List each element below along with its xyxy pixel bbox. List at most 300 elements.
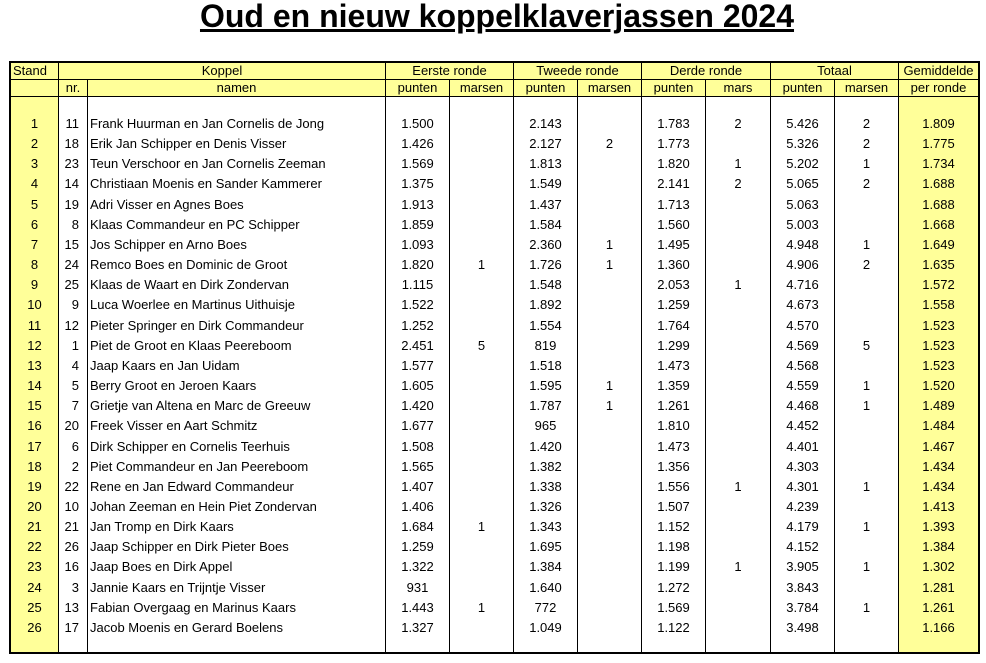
cell-namen: Jan Tromp en Dirk Kaars <box>88 517 386 537</box>
cell-r1-marsen <box>450 477 514 497</box>
table-row <box>11 275 978 295</box>
cell-gemiddelde: 1.393 <box>899 517 978 537</box>
cell-r2-punten: 1.584 <box>514 215 578 235</box>
cell-stand: 16 <box>11 416 59 436</box>
cell-stand: 19 <box>11 477 59 497</box>
cell-r3-mars <box>706 416 771 436</box>
cell-r3-punten: 1.299 <box>642 336 706 356</box>
header-gemiddelde: Gemiddelde <box>899 63 978 80</box>
cell-r3-punten <box>642 97 706 114</box>
cell-stand: 6 <box>11 215 59 235</box>
header-stand: Stand <box>11 63 59 80</box>
cell-totaal-marsen <box>835 215 899 235</box>
cell-gemiddelde: 1.384 <box>899 537 978 557</box>
cell-nr: 15 <box>59 235 88 255</box>
cell-r3-mars <box>706 598 771 618</box>
cell-totaal-marsen <box>835 97 899 114</box>
cell-r3-mars <box>706 618 771 638</box>
table-row <box>11 336 978 356</box>
cell-r1-punten: 931 <box>386 578 450 598</box>
cell-totaal-punten: 4.570 <box>771 316 835 336</box>
cell-gemiddelde: 1.523 <box>899 316 978 336</box>
cell-totaal-marsen <box>835 275 899 295</box>
cell-nr: 11 <box>59 114 88 134</box>
cell-r3-mars: 2 <box>706 174 771 194</box>
cell-r1-punten: 1.407 <box>386 477 450 497</box>
cell-gemiddelde: 1.572 <box>899 275 978 295</box>
cell-r1-marsen <box>450 275 514 295</box>
cell-stand: 18 <box>11 457 59 477</box>
cell-gemiddelde: 1.649 <box>899 235 978 255</box>
cell-r1-marsen <box>450 537 514 557</box>
cell-r2-punten: 2.143 <box>514 114 578 134</box>
cell-r1-punten: 1.327 <box>386 618 450 638</box>
cell-stand: 22 <box>11 537 59 557</box>
cell-r2-punten: 1.326 <box>514 497 578 517</box>
cell-totaal-marsen: 2 <box>835 134 899 154</box>
cell-namen: Berry Groot en Jeroen Kaars <box>88 376 386 396</box>
cell-r3-punten: 2.141 <box>642 174 706 194</box>
cell-r3-mars: 2 <box>706 114 771 134</box>
cell-r3-punten: 1.473 <box>642 437 706 457</box>
header-totaal: Totaal <box>771 63 899 80</box>
header-r3-punten: punten <box>642 80 706 97</box>
cell-r2-punten: 1.420 <box>514 437 578 457</box>
cell-totaal-marsen: 1 <box>835 154 899 174</box>
cell-r1-marsen <box>450 437 514 457</box>
cell-r2-marsen <box>578 437 642 457</box>
cell-r1-marsen <box>450 618 514 638</box>
cell-r2-marsen: 1 <box>578 396 642 416</box>
cell-r1-punten: 1.259 <box>386 537 450 557</box>
cell-r3-mars <box>706 457 771 477</box>
table-row <box>11 618 978 638</box>
cell-r3-mars <box>706 497 771 517</box>
cell-totaal-punten: 4.452 <box>771 416 835 436</box>
cell-r3-mars: 1 <box>706 154 771 174</box>
cell-nr: 2 <box>59 457 88 477</box>
cell-stand: 26 <box>11 618 59 638</box>
cell-totaal-punten: 3.498 <box>771 618 835 638</box>
cell-namen: Pieter Springer en Dirk Commandeur <box>88 316 386 336</box>
cell-r2-marsen <box>578 578 642 598</box>
cell-namen: Piet de Groot en Klaas Peereboom <box>88 336 386 356</box>
cell-totaal-marsen <box>835 295 899 315</box>
cell-r1-punten: 1.420 <box>386 396 450 416</box>
table-row <box>11 537 978 557</box>
cell-r1-marsen: 5 <box>450 336 514 356</box>
cell-gemiddelde: 1.413 <box>899 497 978 517</box>
cell-r1-punten: 1.093 <box>386 235 450 255</box>
cell-r3-mars <box>706 537 771 557</box>
table-row <box>11 457 978 477</box>
cell-stand: 7 <box>11 235 59 255</box>
cell-stand: 9 <box>11 275 59 295</box>
table-row <box>11 517 978 537</box>
cell-r1-marsen <box>450 215 514 235</box>
cell-r2-marsen: 1 <box>578 255 642 275</box>
cell-totaal-marsen <box>835 195 899 215</box>
table-row <box>11 598 978 618</box>
table-row <box>11 235 978 255</box>
cell-totaal-punten: 4.568 <box>771 356 835 376</box>
cell-r1-punten <box>386 97 450 114</box>
cell-totaal-marsen: 1 <box>835 477 899 497</box>
cell-r2-punten: 1.892 <box>514 295 578 315</box>
cell-r3-mars <box>706 134 771 154</box>
cell-r1-punten: 1.565 <box>386 457 450 477</box>
header-eerste-ronde: Eerste ronde <box>386 63 514 80</box>
cell-nr: 7 <box>59 396 88 416</box>
cell-namen: Jannie Kaars en Trijntje Visser <box>88 578 386 598</box>
cell-totaal-marsen: 1 <box>835 517 899 537</box>
cell-gemiddelde: 1.523 <box>899 336 978 356</box>
cell-r3-mars <box>706 235 771 255</box>
cell-r2-punten: 1.695 <box>514 537 578 557</box>
cell-stand: 13 <box>11 356 59 376</box>
cell-r3-punten: 1.259 <box>642 295 706 315</box>
cell-r3-mars <box>706 336 771 356</box>
cell-namen: Grietje van Altena en Marc de Greeuw <box>88 396 386 416</box>
cell-totaal-punten: 5.326 <box>771 134 835 154</box>
cell-r3-punten: 1.473 <box>642 356 706 376</box>
cell-stand: 12 <box>11 336 59 356</box>
cell-r2-punten: 1.437 <box>514 195 578 215</box>
table-row <box>11 578 978 598</box>
cell-r2-marsen <box>578 316 642 336</box>
cell-r2-marsen <box>578 174 642 194</box>
cell-nr: 4 <box>59 356 88 376</box>
cell-r2-marsen <box>578 114 642 134</box>
cell-r3-mars <box>706 255 771 275</box>
cell-r2-punten: 2.360 <box>514 235 578 255</box>
cell-namen: Klaas de Waart en Dirk Zondervan <box>88 275 386 295</box>
table-row <box>11 195 978 215</box>
header-r3-mars: mars <box>706 80 771 97</box>
header-totaal-marsen: marsen <box>835 80 899 97</box>
table-row <box>11 497 978 517</box>
cell-r2-marsen <box>578 336 642 356</box>
cell-stand: 25 <box>11 598 59 618</box>
cell-namen: Freek Visser en Aart Schmitz <box>88 416 386 436</box>
table-row <box>11 114 978 134</box>
cell-r3-punten: 1.272 <box>642 578 706 598</box>
cell-totaal-marsen: 1 <box>835 376 899 396</box>
cell-nr: 19 <box>59 195 88 215</box>
cell-r2-marsen <box>578 195 642 215</box>
cell-nr: 8 <box>59 215 88 235</box>
cell-r1-marsen: 1 <box>450 517 514 537</box>
cell-namen: Klaas Commandeur en PC Schipper <box>88 215 386 235</box>
header-nr: nr. <box>59 80 88 97</box>
cell-r2-punten: 819 <box>514 336 578 356</box>
cell-r1-marsen <box>450 97 514 114</box>
cell-namen: Fabian Overgaag en Marinus Kaars <box>88 598 386 618</box>
cell-totaal-punten: 4.401 <box>771 437 835 457</box>
cell-nr <box>59 638 88 652</box>
cell-r1-marsen <box>450 396 514 416</box>
cell-r2-punten: 1.518 <box>514 356 578 376</box>
cell-r1-punten: 1.115 <box>386 275 450 295</box>
cell-totaal-marsen <box>835 537 899 557</box>
cell-r3-punten: 1.560 <box>642 215 706 235</box>
cell-r2-marsen <box>578 215 642 235</box>
cell-r3-punten <box>642 638 706 652</box>
cell-nr: 21 <box>59 517 88 537</box>
cell-totaal-marsen: 1 <box>835 235 899 255</box>
cell-r2-marsen <box>578 275 642 295</box>
cell-nr: 26 <box>59 537 88 557</box>
cell-totaal-punten: 4.906 <box>771 255 835 275</box>
cell-r1-punten: 1.252 <box>386 316 450 336</box>
cell-r1-punten: 1.500 <box>386 114 450 134</box>
cell-r1-punten: 1.684 <box>386 517 450 537</box>
cell-r3-punten: 1.810 <box>642 416 706 436</box>
table-row <box>11 416 978 436</box>
cell-r1-punten: 1.375 <box>386 174 450 194</box>
cell-totaal-punten: 5.426 <box>771 114 835 134</box>
cell-gemiddelde: 1.484 <box>899 416 978 436</box>
cell-r2-marsen <box>578 517 642 537</box>
cell-r3-mars <box>706 638 771 652</box>
cell-totaal-marsen <box>835 638 899 652</box>
cell-gemiddelde: 1.775 <box>899 134 978 154</box>
cell-stand: 11 <box>11 316 59 336</box>
cell-r2-marsen <box>578 457 642 477</box>
cell-r3-punten: 1.495 <box>642 235 706 255</box>
cell-r3-mars <box>706 295 771 315</box>
cell-nr: 1 <box>59 336 88 356</box>
cell-r2-marsen <box>578 638 642 652</box>
cell-totaal-marsen: 1 <box>835 396 899 416</box>
cell-r3-mars <box>706 376 771 396</box>
cell-r3-punten: 1.356 <box>642 457 706 477</box>
cell-namen: Erik Jan Schipper en Denis Visser <box>88 134 386 154</box>
cell-r1-marsen <box>450 195 514 215</box>
cell-r2-punten: 1.726 <box>514 255 578 275</box>
cell-gemiddelde: 1.166 <box>899 618 978 638</box>
cell-r2-punten: 1.640 <box>514 578 578 598</box>
table-header-row-groups <box>11 63 978 80</box>
cell-r1-marsen <box>450 578 514 598</box>
cell-totaal-punten: 4.559 <box>771 376 835 396</box>
cell-r2-marsen <box>578 97 642 114</box>
cell-r2-punten: 1.384 <box>514 557 578 577</box>
cell-r1-marsen: 1 <box>450 255 514 275</box>
cell-r2-punten <box>514 638 578 652</box>
spacer-row <box>11 638 978 652</box>
cell-namen: Remco Boes en Dominic de Groot <box>88 255 386 275</box>
cell-r1-marsen <box>450 154 514 174</box>
cell-gemiddelde <box>899 97 978 114</box>
cell-r1-punten: 1.406 <box>386 497 450 517</box>
cell-stand: 20 <box>11 497 59 517</box>
cell-r2-marsen <box>578 356 642 376</box>
cell-r1-marsen <box>450 356 514 376</box>
cell-r1-marsen <box>450 174 514 194</box>
cell-nr: 25 <box>59 275 88 295</box>
cell-r3-punten: 1.360 <box>642 255 706 275</box>
cell-stand: 23 <box>11 557 59 577</box>
cell-stand <box>11 638 59 652</box>
cell-gemiddelde: 1.809 <box>899 114 978 134</box>
table-row <box>11 174 978 194</box>
cell-r1-marsen <box>450 316 514 336</box>
cell-totaal-marsen <box>835 578 899 598</box>
cell-r1-punten: 1.508 <box>386 437 450 457</box>
cell-r2-punten: 772 <box>514 598 578 618</box>
cell-namen: Jaap Schipper en Dirk Pieter Boes <box>88 537 386 557</box>
cell-stand: 3 <box>11 154 59 174</box>
cell-r3-mars <box>706 316 771 336</box>
cell-totaal-marsen: 5 <box>835 336 899 356</box>
cell-nr: 5 <box>59 376 88 396</box>
cell-gemiddelde: 1.281 <box>899 578 978 598</box>
cell-r1-punten: 1.426 <box>386 134 450 154</box>
cell-gemiddelde: 1.688 <box>899 195 978 215</box>
cell-totaal-punten: 4.948 <box>771 235 835 255</box>
cell-r3-punten: 1.773 <box>642 134 706 154</box>
cell-gemiddelde: 1.635 <box>899 255 978 275</box>
cell-stand <box>11 97 59 114</box>
cell-r1-punten: 1.569 <box>386 154 450 174</box>
cell-gemiddelde: 1.302 <box>899 557 978 577</box>
cell-gemiddelde: 1.668 <box>899 215 978 235</box>
cell-namen: Christiaan Moenis en Sander Kammerer <box>88 174 386 194</box>
table-row <box>11 356 978 376</box>
cell-namen: Jaap Boes en Dirk Appel <box>88 557 386 577</box>
cell-stand: 14 <box>11 376 59 396</box>
cell-namen: Jacob Moenis en Gerard Boelens <box>88 618 386 638</box>
cell-r2-punten: 1.343 <box>514 517 578 537</box>
cell-totaal-marsen <box>835 437 899 457</box>
cell-totaal-punten <box>771 97 835 114</box>
cell-nr: 18 <box>59 134 88 154</box>
cell-r1-marsen <box>450 235 514 255</box>
cell-namen: Dirk Schipper en Cornelis Teerhuis <box>88 437 386 457</box>
cell-totaal-punten: 4.301 <box>771 477 835 497</box>
cell-nr: 12 <box>59 316 88 336</box>
cell-r3-punten: 1.152 <box>642 517 706 537</box>
cell-r3-mars: 1 <box>706 557 771 577</box>
header-r2-marsen: marsen <box>578 80 642 97</box>
cell-r3-punten: 1.359 <box>642 376 706 396</box>
table-row <box>11 134 978 154</box>
cell-r1-punten: 1.322 <box>386 557 450 577</box>
cell-r2-punten: 1.813 <box>514 154 578 174</box>
cell-totaal-marsen <box>835 356 899 376</box>
cell-totaal-punten: 3.905 <box>771 557 835 577</box>
cell-r2-marsen <box>578 537 642 557</box>
cell-stand: 1 <box>11 114 59 134</box>
cell-r1-punten: 1.577 <box>386 356 450 376</box>
cell-r1-punten: 1.677 <box>386 416 450 436</box>
cell-r1-punten: 1.913 <box>386 195 450 215</box>
cell-r3-mars <box>706 396 771 416</box>
cell-r1-marsen <box>450 416 514 436</box>
header-r2-punten: punten <box>514 80 578 97</box>
cell-stand: 21 <box>11 517 59 537</box>
cell-gemiddelde: 1.558 <box>899 295 978 315</box>
cell-namen: Adri Visser en Agnes Boes <box>88 195 386 215</box>
cell-gemiddelde: 1.523 <box>899 356 978 376</box>
cell-r2-punten: 1.548 <box>514 275 578 295</box>
cell-r1-punten: 1.859 <box>386 215 450 235</box>
cell-r2-marsen <box>578 598 642 618</box>
cell-r2-marsen <box>578 557 642 577</box>
cell-totaal-punten <box>771 638 835 652</box>
cell-totaal-marsen: 2 <box>835 255 899 275</box>
cell-r2-punten: 1.554 <box>514 316 578 336</box>
cell-namen: Piet Commandeur en Jan Peereboom <box>88 457 386 477</box>
cell-r1-marsen <box>450 114 514 134</box>
cell-namen: Luca Woerlee en Martinus Uithuisje <box>88 295 386 315</box>
cell-r3-punten: 1.122 <box>642 618 706 638</box>
cell-totaal-punten: 5.202 <box>771 154 835 174</box>
cell-r3-mars: 1 <box>706 275 771 295</box>
cell-nr: 9 <box>59 295 88 315</box>
table-row <box>11 215 978 235</box>
spacer-row <box>11 97 978 114</box>
cell-nr: 6 <box>59 437 88 457</box>
cell-r2-marsen <box>578 497 642 517</box>
cell-r3-mars <box>706 517 771 537</box>
cell-r2-punten: 1.595 <box>514 376 578 396</box>
cell-r1-punten <box>386 638 450 652</box>
cell-gemiddelde: 1.688 <box>899 174 978 194</box>
table-header-row-columns <box>11 80 978 97</box>
cell-nr: 23 <box>59 154 88 174</box>
cell-r1-marsen: 1 <box>450 598 514 618</box>
cell-namen: Rene en Jan Edward Commandeur <box>88 477 386 497</box>
cell-r1-punten: 1.605 <box>386 376 450 396</box>
cell-stand: 10 <box>11 295 59 315</box>
cell-r2-marsen <box>578 416 642 436</box>
header-koppel: Koppel <box>59 63 386 80</box>
cell-totaal-punten: 4.569 <box>771 336 835 356</box>
cell-r2-punten <box>514 97 578 114</box>
table-row <box>11 437 978 457</box>
cell-r3-punten: 1.820 <box>642 154 706 174</box>
cell-r2-marsen <box>578 154 642 174</box>
cell-totaal-marsen <box>835 497 899 517</box>
table-row <box>11 396 978 416</box>
cell-namen <box>88 97 386 114</box>
cell-r3-punten: 1.198 <box>642 537 706 557</box>
cell-r3-punten: 1.569 <box>642 598 706 618</box>
table-row <box>11 295 978 315</box>
cell-gemiddelde: 1.467 <box>899 437 978 457</box>
cell-r2-marsen: 2 <box>578 134 642 154</box>
cell-totaal-punten: 4.179 <box>771 517 835 537</box>
header-r1-punten: punten <box>386 80 450 97</box>
cell-r1-marsen <box>450 295 514 315</box>
cell-totaal-punten: 4.303 <box>771 457 835 477</box>
cell-r3-punten: 1.556 <box>642 477 706 497</box>
cell-totaal-punten: 4.152 <box>771 537 835 557</box>
cell-r2-punten: 1.338 <box>514 477 578 497</box>
cell-r3-punten: 1.764 <box>642 316 706 336</box>
cell-totaal-marsen: 2 <box>835 174 899 194</box>
cell-gemiddelde: 1.489 <box>899 396 978 416</box>
cell-gemiddelde: 1.434 <box>899 457 978 477</box>
cell-totaal-punten: 5.065 <box>771 174 835 194</box>
cell-gemiddelde: 1.734 <box>899 154 978 174</box>
cell-r3-punten: 1.783 <box>642 114 706 134</box>
cell-r2-marsen: 1 <box>578 235 642 255</box>
table-body <box>11 97 978 652</box>
cell-stand: 4 <box>11 174 59 194</box>
